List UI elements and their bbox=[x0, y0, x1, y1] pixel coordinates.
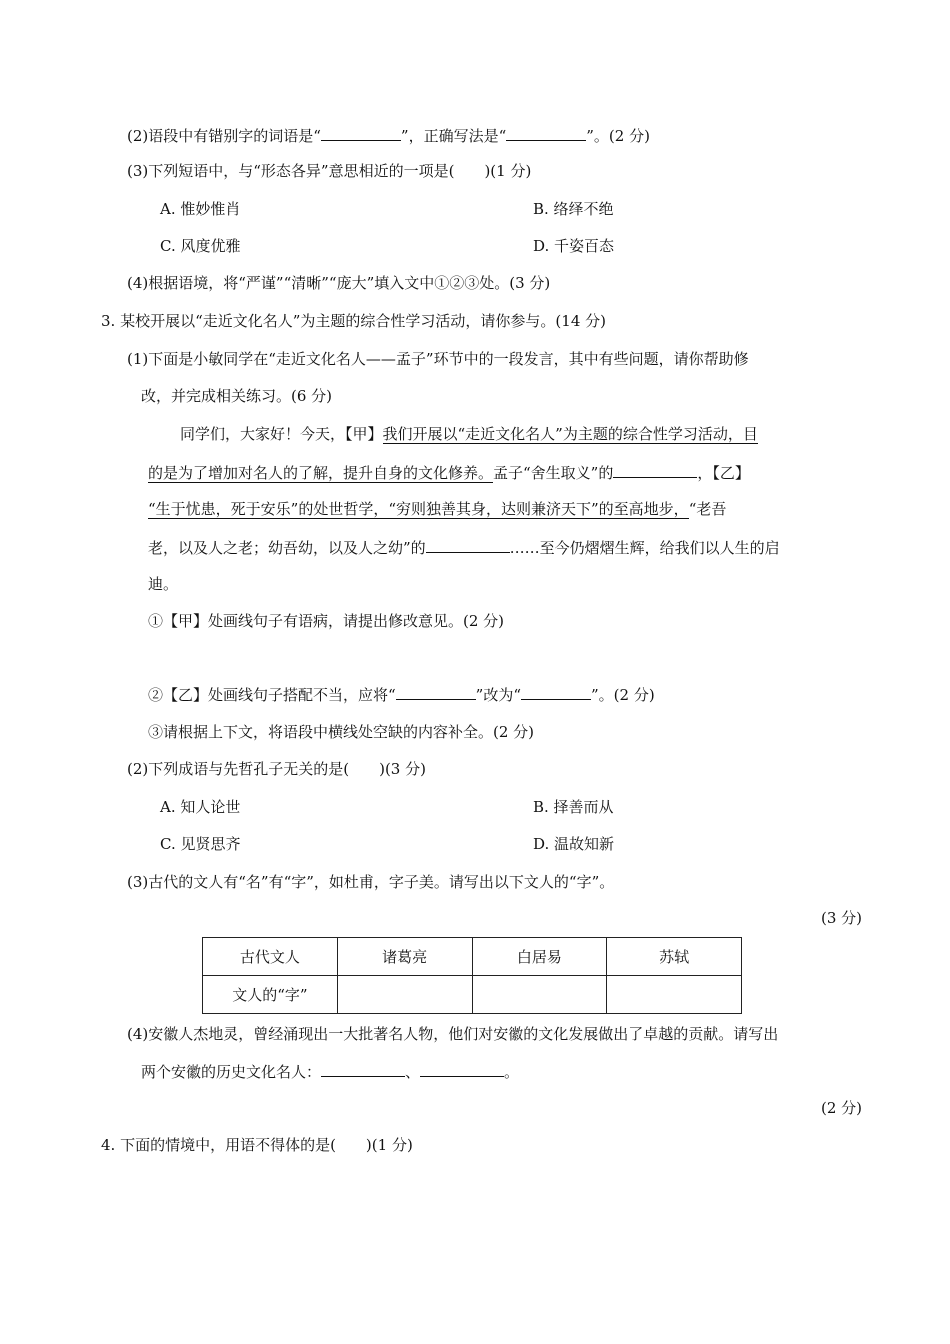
para-text: “老吾 bbox=[688, 500, 727, 518]
q3-sub1-line2: 改，并完成相关练习。(6 分) bbox=[141, 387, 333, 405]
answer-blank[interactable] bbox=[426, 536, 510, 553]
q3-sub3-score: (3 分) bbox=[820, 909, 862, 927]
answer-cell[interactable] bbox=[472, 976, 607, 1014]
table-header-cell: 苏轼 bbox=[607, 938, 742, 976]
sub4-end: 。 bbox=[504, 1063, 520, 1081]
para-text: 孟子“舍生取义”的 bbox=[493, 464, 614, 482]
underlined-sentence-jia: 我们开展以“走近文化名人”为主题的综合性学习活动，目 bbox=[382, 425, 758, 443]
q3-sub2: (2)下列成语与先哲孔子无关的是( )(3 分) bbox=[127, 760, 426, 778]
para-line2 bbox=[148, 461, 864, 484]
underlined-sentence-yi: “生于忧患，死于安乐”的处世哲学，“穷则独善其身，达则兼济天下”的至高地步， bbox=[148, 500, 689, 518]
answer-cell[interactable] bbox=[607, 976, 742, 1014]
table-row-label: 文人的“字” bbox=[203, 976, 338, 1014]
sub4-text: 两个安徽的历史文化名人： bbox=[141, 1063, 322, 1081]
para-line4 bbox=[148, 536, 864, 559]
q4-title: 4. 下面的情境中，用语不得体的是( )(1 分) bbox=[101, 1136, 413, 1154]
q3-option-c[interactable]: C. 见贤思齐 bbox=[160, 835, 241, 853]
q3-sub4-score: (2 分) bbox=[820, 1099, 862, 1117]
answer-blank[interactable] bbox=[420, 1060, 504, 1077]
q2-sub4: (4)根据语境，将“严谨”“清晰”“庞大”填入文中①②③处。(3 分) bbox=[127, 274, 551, 292]
table-header-cell: 白居易 bbox=[472, 938, 607, 976]
para-text: ……至今仍熠熠生辉，给我们以人生的启 bbox=[509, 539, 780, 557]
q3-sub1-line1: (1)下面是小敏同学在“走近文化名人——孟子”环节中的一段发言，其中有些问题，请你帮助修 bbox=[127, 350, 749, 368]
para-text: ，【乙】 bbox=[697, 464, 750, 482]
q2-sub2 bbox=[127, 124, 650, 147]
q3-sub4-line2 bbox=[141, 1060, 519, 1083]
q2-sub3: (3)下列短语中，与“形态各异”意思相近的一项是( )(1 分) bbox=[127, 162, 532, 180]
option-c[interactable]: C. 风度优雅 bbox=[160, 237, 241, 255]
option-d[interactable]: D. 千姿百态 bbox=[533, 237, 615, 255]
item2-text-b: ”改为“ bbox=[475, 686, 522, 704]
answer-blank[interactable] bbox=[521, 683, 591, 700]
answer-blank[interactable] bbox=[396, 683, 476, 700]
table-row bbox=[203, 938, 742, 976]
para-line1 bbox=[180, 423, 758, 445]
q3-title: 3. 某校开展以“走近文化名人”为主题的综合性学习活动，请你参与。(14 分) bbox=[101, 312, 606, 330]
q3-sub3: (3)古代的文人有“名”有“字”，如杜甫，字子美。请写出以下文人的“字”。 bbox=[127, 873, 615, 891]
para-line3 bbox=[148, 498, 864, 520]
para-text: 老，以及人之老；幼吾幼，以及人之幼”的 bbox=[148, 539, 426, 557]
sub4-sep: 、 bbox=[405, 1063, 421, 1081]
q2-sub2-text-b: ”，正确写法是“ bbox=[400, 127, 507, 145]
q3-sub1-item2 bbox=[148, 683, 655, 706]
q3-sub4-line1: (4)安徽人杰地灵，曾经涌现出一大批著名人物，他们对安徽的文化发展做出了卓越的贡献。请写出 bbox=[127, 1025, 779, 1043]
para-text: 同学们，大家好！今天，【甲】 bbox=[180, 425, 383, 443]
answer-blank[interactable] bbox=[613, 461, 697, 478]
q3-option-a[interactable]: A. 知人论世 bbox=[160, 798, 241, 816]
q2-sub2-text-c: ”。(2 分) bbox=[586, 127, 650, 145]
answer-cell[interactable] bbox=[337, 976, 472, 1014]
q3-option-b[interactable]: B. 择善而从 bbox=[533, 798, 614, 816]
item2-text-c: ”。(2 分) bbox=[591, 686, 655, 704]
answer-blank[interactable] bbox=[506, 124, 586, 141]
q3-option-d[interactable]: D. 温故知新 bbox=[533, 835, 615, 853]
option-a[interactable]: A. 惟妙惟肖 bbox=[160, 200, 241, 218]
para-line5: 迪。 bbox=[148, 575, 179, 593]
underlined-sentence-jia-cont: 的是为了增加对名人的了解，提升自身的文化修养。 bbox=[148, 464, 494, 482]
answer-blank[interactable] bbox=[321, 1060, 405, 1077]
q3-sub1-item3: ③请根据上下文，将语段中横线处空缺的内容补全。(2 分) bbox=[148, 723, 535, 741]
answer-blank[interactable] bbox=[321, 124, 401, 141]
table-header-cell: 古代文人 bbox=[203, 938, 338, 976]
table-header-cell: 诸葛亮 bbox=[337, 938, 472, 976]
q3-sub1-item1: ①【甲】处画线句子有语病，请提出修改意见。(2 分) bbox=[148, 612, 505, 630]
item2-text-a: ②【乙】处画线句子搭配不当，应将“ bbox=[148, 686, 396, 704]
option-b[interactable]: B. 络绎不绝 bbox=[533, 200, 614, 218]
table-row bbox=[203, 976, 742, 1014]
courtesy-name-table bbox=[202, 937, 742, 1014]
q2-sub2-text-a: (2)语段中有错别字的词语是“ bbox=[127, 127, 321, 145]
